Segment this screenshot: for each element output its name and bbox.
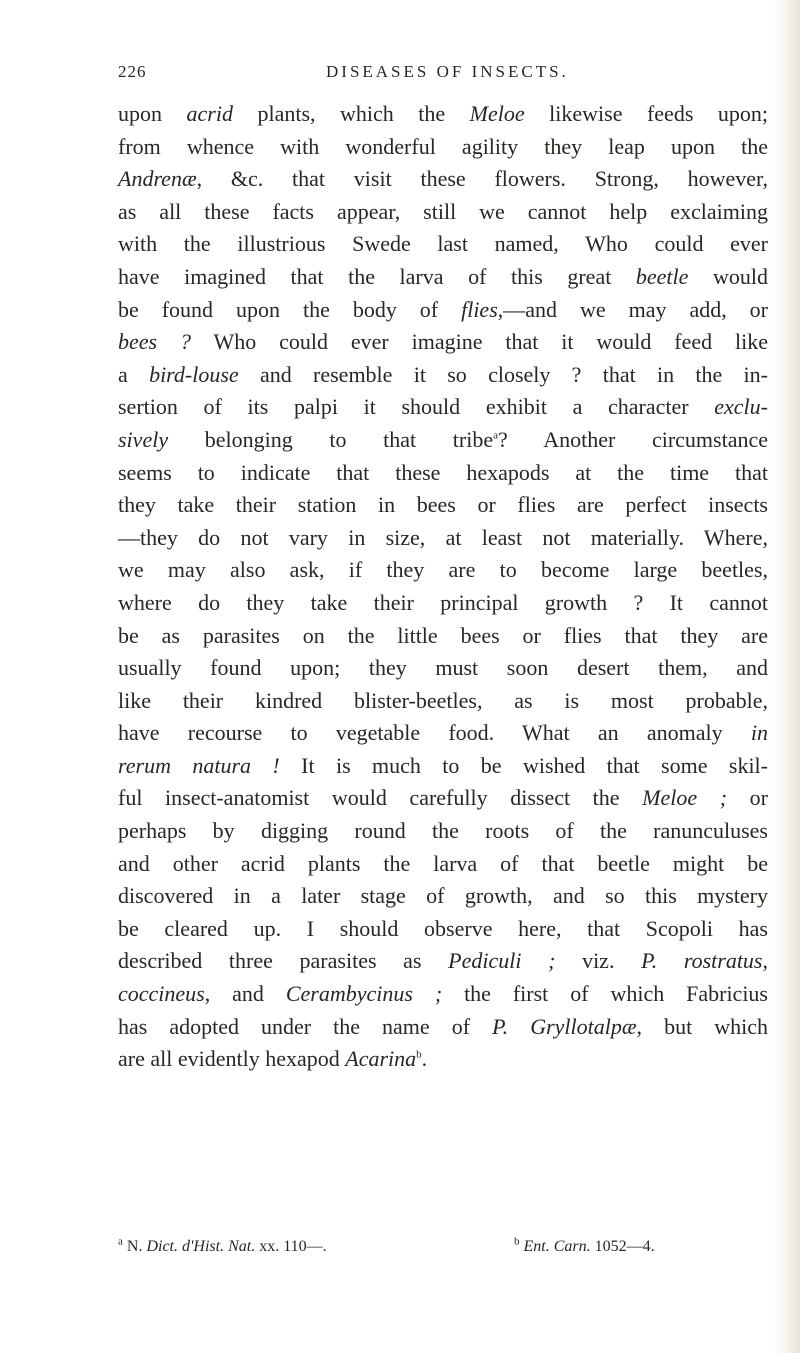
text-run: are all evidently hexapod: [118, 1046, 346, 1072]
text-line: [118, 424, 768, 457]
text-line: [118, 163, 768, 196]
footnote-a: [118, 1235, 327, 1256]
text-run: and other acrid plants the larva of that beetle might be: [118, 850, 768, 876]
text-run: and resemble it so closely ? that in the in-: [238, 361, 768, 387]
text-line: [118, 554, 768, 587]
text-run: ,—and we may add, or: [497, 296, 769, 322]
text-line: [118, 489, 768, 522]
text-line: [118, 913, 768, 946]
text-line: [118, 294, 768, 327]
footnote-marker: a: [493, 429, 498, 442]
italic-run: flies: [461, 296, 498, 322]
text-run: a: [118, 361, 150, 387]
italic-run: Andrenæ: [118, 166, 197, 192]
italic-run: sively: [118, 426, 169, 452]
italic-run: bird-louse: [149, 361, 239, 387]
footnote-marker: b: [416, 1048, 422, 1061]
italic-run: beetle: [635, 263, 689, 289]
text-run: be as parasites on the little bees or flies that they are: [118, 622, 768, 648]
text-run: upon: [118, 101, 187, 126]
text-run: , &c. that visit these flowers. Strong, however,: [196, 166, 768, 192]
italic-run: coccineus: [118, 981, 205, 1007]
text-run: like their kindred blister-beetles, as is most probable,: [118, 687, 768, 713]
italic-run: Cerambycinus ;: [285, 981, 443, 1007]
text-run: have recourse to vegetable food. What an anomaly: [118, 720, 751, 746]
italic-run: Pediculi ;: [448, 948, 556, 974]
text-run: the first of which Fabricius: [442, 981, 768, 1007]
text-run: usually found upon; they must soon desert them, and: [118, 655, 768, 681]
text-run: , but which: [636, 1013, 768, 1039]
italic-run: Dict. d'Hist. Nat.: [146, 1238, 256, 1255]
text-run: would: [688, 263, 769, 289]
text-run: where do they take their principal growth ? It cannot: [118, 589, 768, 615]
text-run: viz.: [555, 948, 642, 974]
italic-run: Meloe: [469, 101, 525, 126]
text-run: or: [727, 785, 769, 811]
text-line: [118, 261, 768, 294]
italic-run: Meloe ;: [642, 785, 728, 811]
italic-run: acrid: [186, 101, 233, 126]
text-run: —they do not vary in size, at least not materially. Where,: [118, 524, 768, 550]
page-header: [118, 62, 768, 86]
footnote-b: [514, 1235, 655, 1256]
text-run: plants, which the: [232, 101, 470, 126]
text-line: [118, 652, 768, 685]
text-line: [118, 848, 768, 881]
text-run: from whence with wonderful agility they leap upon the: [118, 133, 768, 159]
text-run: Who could ever imagine that it would feed like: [190, 329, 768, 355]
footnote-marker: a: [118, 1235, 123, 1248]
text-line: [118, 880, 768, 913]
text-run: , and: [204, 981, 286, 1007]
text-run: sertion of its palpi it should exhibit a character: [118, 394, 715, 420]
italic-run: Ent. Carn.: [523, 1238, 591, 1255]
text-line: [118, 326, 768, 359]
text-run: likewise feeds upon;: [524, 101, 768, 126]
text-line: [118, 522, 768, 555]
text-line: [118, 685, 768, 718]
page-edge-shadow: [774, 0, 800, 1353]
text-run: has adopted under the name of: [118, 1013, 493, 1039]
text-run: discovered in a later stage of growth, and so this mystery: [118, 883, 768, 909]
text-run: N.: [122, 1238, 147, 1255]
text-line: [118, 359, 768, 392]
page-number: 226: [118, 62, 147, 81]
running-head: DISEASES OF INSECTS.: [326, 62, 569, 81]
text-line: [118, 228, 768, 261]
italic-run: exclu-: [714, 394, 768, 420]
italic-run: P. Gryllotalpæ: [492, 1013, 637, 1039]
text-run: It is much to be wished that some skil-: [279, 752, 768, 778]
text-line: [118, 457, 768, 490]
text-run: with the illustrious Swede last named, Who could ever: [118, 231, 768, 257]
text-line: [118, 1011, 768, 1044]
body-text: [118, 98, 768, 1076]
italic-run: in: [750, 720, 768, 746]
footnote-marker: b: [514, 1235, 520, 1248]
text-run: be cleared up. I should observe here, that Scopoli has: [118, 915, 768, 941]
text-run: .: [421, 1046, 428, 1072]
text-line: [118, 945, 768, 978]
text-run: seems to indicate that these hexapods at the time that: [118, 459, 768, 485]
italic-run: bees ?: [118, 329, 191, 355]
text-run: they take their station in bees or flies are perfect insects: [118, 492, 768, 518]
text-line: [118, 587, 768, 620]
text-run: xx. 110—.: [255, 1238, 327, 1255]
text-line: [118, 131, 768, 164]
text-run: have imagined that the larva of this great: [118, 263, 636, 289]
text-line: [118, 196, 768, 229]
text-line: [118, 978, 768, 1011]
text-line: [118, 620, 768, 653]
text-line: [118, 815, 768, 848]
text-run: ,: [762, 948, 768, 974]
text-run: be found upon the body of: [118, 296, 462, 322]
text-line: [118, 717, 768, 750]
text-run: belonging to that tribe: [168, 426, 494, 452]
italic-run: rerum natura !: [118, 752, 280, 778]
text-run: ful insect-anatomist would carefully dissect the: [118, 785, 643, 811]
text-run: described three parasites as: [118, 948, 449, 974]
text-run: perhaps by digging round the roots of the ranunculuses: [118, 818, 768, 844]
text-run: as all these facts appear, still we cannot help exclaiming: [118, 198, 768, 224]
text-run: we may also ask, if they are to become large beetles,: [118, 557, 768, 583]
text-run: 1052—4.: [590, 1238, 655, 1255]
text-line: [118, 782, 768, 815]
text-line: [118, 391, 768, 424]
text-line: [118, 98, 768, 131]
text-line: [118, 1043, 768, 1076]
text-run: ? Another circumstance: [498, 426, 768, 452]
italic-run: Acarina: [345, 1046, 417, 1072]
italic-run: P. rostratus: [641, 948, 763, 974]
text-line: [118, 750, 768, 783]
